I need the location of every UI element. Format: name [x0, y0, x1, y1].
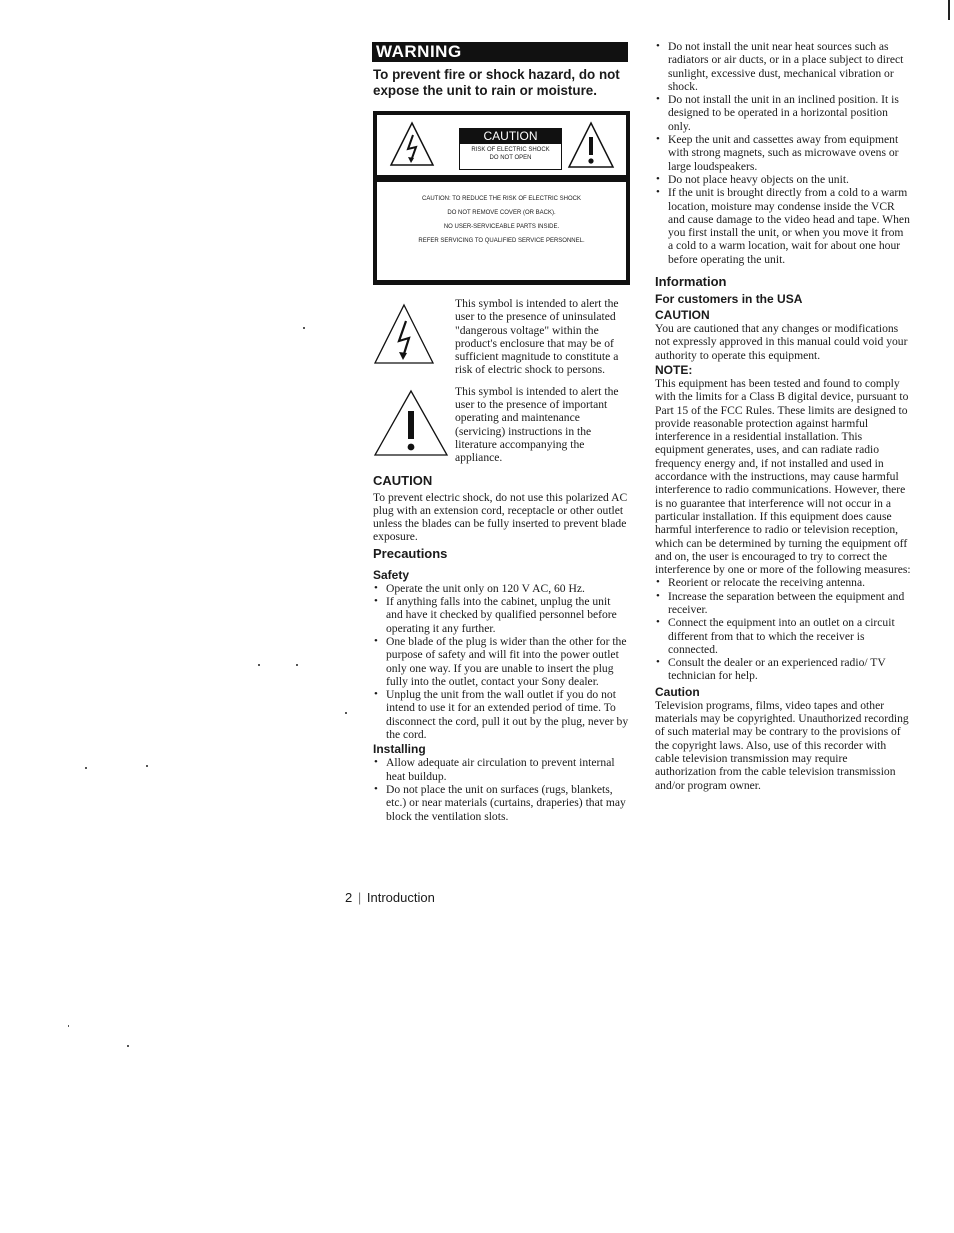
- copyright-caution-text: Television programs, films, video tapes and other materials may be copyrighted. Unauthorized recording of such material may be contrary to the provisions of the copyright laws. Also, use of this recorder with cable television transmission may require authorization from the cable television transmission and/or program owner.: [655, 698, 909, 792]
- list-item: • Do not install the unit near heat sources such as radiators or air ducts, or in a place subject to direct sunlight, excessive dust, mechanical vibration or shock.: [668, 40, 911, 93]
- caution-heading: CAUTION: [373, 472, 433, 488]
- scan-speck: [68, 1025, 69, 1027]
- scan-speck: [303, 327, 305, 329]
- list-item: • Do not place the unit on surfaces (rugs, blankets, etc.) or near materials (curtains, draperies) that may block the ventilation slots.: [386, 783, 629, 823]
- caution-label-top: [377, 115, 626, 175]
- label-line: REFER SERVICING TO QUALIFIED SERVICE PERSONNEL.: [418, 238, 585, 244]
- list-item: • Unplug the unit from the wall outlet if you do not intend to use it for an extended period of time. To disconnect the cord, pull it out by the plug, never by the cord.: [386, 688, 629, 741]
- caution-banner: [459, 128, 562, 170]
- footer-section: Introduction: [366, 890, 435, 905]
- symbol-explanation: [373, 385, 629, 465]
- note-heading: NOTE:: [655, 362, 693, 377]
- scan-speck: [258, 664, 260, 666]
- installing-list-continued: [655, 40, 911, 266]
- list-item: • Reorient or relocate the receiving antenna.: [668, 576, 911, 589]
- note-text: This equipment has been tested and found to comply with the limits for a Class B digital device, pursuant to Part 15 of the FCC Rules. These limits are designed to provide reasonable protection against harmful interference in a residential installation. This equipment generates, uses, and can radiate radio frequency energy and, if not installed and used in accordance with the instructions, may cause harmful interference to radio communications. However, there is no guarantee that interference will not occur in a particular installation. If this equipment does cause harmful interference to radio or television reception, which can be determined by turning the equipment off and on, the user is encouraged to try to correct the interference by one or more of the following measures:: [655, 376, 911, 577]
- caution-banner-title: CAUTION: [460, 129, 561, 144]
- list-item: • Allow adequate air circulation to prevent internal heat buildup.: [386, 756, 629, 783]
- scan-speck: [146, 765, 148, 767]
- lightning-triangle-icon: [389, 121, 435, 167]
- exclamation-triangle-icon: [373, 389, 449, 457]
- footer-separator: |: [357, 890, 362, 905]
- caution-text: To prevent electric shock, do not use this polarized AC plug with an extension cord, receptacle or other outlet unless the blades can be fully inserted to prevent blade exposure.: [373, 490, 628, 544]
- info-caution-text: You are cautioned that any changes or modifications not expressly approved in this manual could void your authority to operate this equipment.: [655, 322, 908, 362]
- label-line: NO USER-SERVICEABLE PARTS INSIDE.: [443, 224, 560, 230]
- exclamation-triangle-icon: [567, 121, 615, 169]
- page-edge-mark: [948, 0, 950, 20]
- precautions-heading: Precautions: [373, 545, 448, 561]
- scan-speck: [345, 712, 347, 714]
- page-footer: [345, 890, 435, 905]
- copyright-caution-heading: Caution: [655, 684, 700, 699]
- warning-title: WARNING: [372, 42, 628, 62]
- symbol-text: This symbol is intended to alert the user to the presence of important operating and maintenance (servicing) instructions in the literature accompanying the appliance.: [455, 384, 619, 465]
- lightning-triangle-icon: [373, 303, 435, 365]
- safety-heading: Safety: [373, 567, 410, 582]
- caution-banner-line1: RISK OF ELECTRIC SHOCK: [471, 147, 550, 153]
- list-item: • Connect the equipment into an outlet on a circuit different from that to which the receiver is connected.: [668, 616, 911, 656]
- installing-heading: Installing: [373, 742, 426, 757]
- symbol-text: This symbol is intended to alert the user to the presence of uninsulated "dangerous voltage" within the product's enclosure that may be of sufficient magnitude to constitute a risk of electric shock to persons.: [455, 297, 619, 377]
- list-item: • Increase the separation between the equipment and receiver.: [668, 590, 911, 617]
- page-number: 2: [345, 890, 353, 905]
- caution-label-text: [377, 182, 626, 280]
- safety-list: [373, 582, 629, 742]
- scan-speck: [85, 767, 87, 769]
- info-caution-heading: CAUTION: [655, 308, 710, 323]
- scan-speck: [296, 664, 298, 666]
- warning-subtitle: To prevent fire or shock hazard, do not expose the unit to rain or moisture.: [373, 67, 620, 98]
- measures-list: [655, 576, 911, 682]
- symbol-explanation: [373, 297, 629, 377]
- list-item: • Do not place heavy objects on the unit.: [668, 173, 911, 186]
- information-heading: Information: [655, 274, 727, 290]
- usa-heading: For customers in the USA: [655, 292, 803, 307]
- caution-banner-line2: DO NOT OPEN: [489, 155, 532, 161]
- scan-speck: [127, 1045, 129, 1047]
- list-item: • Consult the dealer or an experienced radio/ TV technician for help.: [668, 656, 911, 683]
- caution-label: [373, 111, 630, 285]
- installing-list: [373, 756, 629, 822]
- list-item: • If anything falls into the cabinet, unplug the unit and have it checked by qualified personnel before operating it any further.: [386, 595, 629, 635]
- left-column: [373, 42, 629, 823]
- list-item: • Do not install the unit in an inclined position. It is designed to be operated in a horizontal position only.: [668, 93, 911, 133]
- right-column: [655, 40, 911, 792]
- list-item: • Operate the unit only on 120 V AC, 60 Hz.: [386, 582, 629, 595]
- list-item: • If the unit is brought directly from a cold to a warm location, moisture may condense inside the VCR and cause damage to the video head and tape. When you first install the unit, or when you move it from a cold to a warm location, wait for about one hour before operating the unit.: [668, 186, 911, 266]
- label-line: CAUTION: TO REDUCE THE RISK OF ELECTRIC SHOCK: [421, 196, 582, 202]
- list-item: • One blade of the plug is wider than the other for the purpose of safety and will fit into the power outlet only one way. If you are unable to insert the plug fully into the outlet, contact your Sony dealer.: [386, 635, 629, 688]
- list-item: • Keep the unit and cassettes away from equipment with strong magnets, such as microwave ovens or large loudspeakers.: [668, 133, 911, 173]
- label-line: DO NOT REMOVE COVER (OR BACK).: [447, 210, 556, 216]
